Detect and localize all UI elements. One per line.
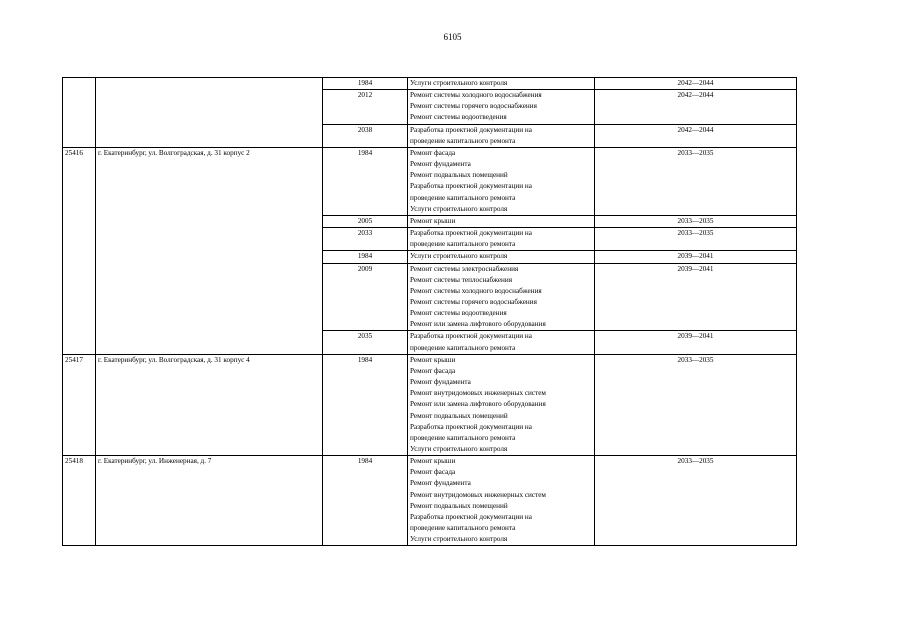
works-cell	[408, 124, 595, 147]
year-cell: 2009	[323, 263, 408, 331]
works-cell	[408, 215, 595, 227]
year-cell: 2038	[323, 124, 408, 147]
year-cell: 2012	[323, 90, 408, 124]
work-item: Ремонт внутридомовых инженерных систем	[410, 389, 546, 398]
works-cell	[408, 251, 595, 263]
work-item: Ремонт внутридомовых инженерных систем	[410, 490, 546, 499]
work-item: Ремонт системы холодного водоснабжения	[410, 91, 542, 100]
work-item: Разработка проектной документации на	[410, 229, 532, 238]
work-item: проведение капитального ремонта	[410, 240, 516, 249]
period-cell: 2033—2035	[595, 215, 797, 227]
period-cell: 2042—2044	[595, 90, 797, 124]
work-item: Ремонт или замена лифтового оборудования	[410, 320, 546, 329]
period-cell: 2042—2044	[595, 78, 797, 90]
year-cell: 1984	[323, 78, 408, 90]
page-number: 6105	[443, 32, 462, 42]
building-id-cell: 25417	[63, 354, 96, 455]
year-cell: 1984	[323, 251, 408, 263]
works-cell	[408, 263, 595, 331]
period-cell: 2033—2035	[595, 456, 797, 546]
work-item: Услуги строительного контроля	[410, 79, 508, 87]
work-item: Ремонт крыши	[410, 457, 456, 466]
work-item: Ремонт или замена лифтового оборудования	[410, 400, 546, 409]
building-id-cell: 25418	[63, 456, 96, 546]
period-cell: 2033—2035	[595, 354, 797, 455]
work-item: Разработка проектной документации на	[410, 125, 532, 134]
work-item: Ремонт системы теплоснабжения	[410, 275, 513, 284]
works-cell	[408, 456, 595, 546]
works-cell	[408, 147, 595, 215]
work-item: Услуги строительного контроля	[410, 535, 508, 544]
work-item: Услуги строительного контроля	[410, 252, 508, 261]
year-cell: 2005	[323, 215, 408, 227]
works-cell	[408, 228, 595, 251]
work-item: Разработка проектной документации на	[410, 182, 532, 191]
work-item: Услуги строительного контроля	[410, 445, 508, 453]
work-item: Ремонт системы холодного водоснабжения	[410, 286, 542, 295]
year-cell: 2035	[323, 331, 408, 354]
year-cell: 1984	[323, 147, 408, 215]
work-item: Ремонт фундамента	[410, 479, 471, 488]
period-cell: 2033—2035	[595, 228, 797, 251]
work-item: Разработка проектной документации на	[410, 512, 532, 521]
work-item: Ремонт подвальных помещений	[410, 501, 508, 510]
table-row	[63, 147, 797, 215]
work-item: Ремонт фасада	[410, 468, 456, 477]
work-item: Разработка проектной документации на	[410, 332, 532, 341]
year-cell: 2033	[323, 228, 408, 251]
work-item: Ремонт фасада	[410, 148, 456, 157]
capital-repair-table	[62, 77, 797, 546]
work-item: Ремонт системы водоотведения	[410, 113, 507, 122]
work-item: Услуги строительного контроля	[410, 204, 508, 213]
work-item: Ремонт подвальных помещений	[410, 411, 508, 420]
work-item: проведение капитального ремонта	[410, 524, 516, 533]
year-cell: 1984	[323, 354, 408, 455]
period-cell: 2039—2041	[595, 331, 797, 354]
building-id-cell	[63, 78, 96, 148]
work-item: Ремонт фундамента	[410, 160, 471, 169]
work-item: Ремонт системы горячего водоснабжения	[410, 102, 537, 111]
year-cell: 1984	[323, 456, 408, 546]
period-cell: 2039—2041	[595, 263, 797, 331]
table-row	[63, 354, 797, 455]
work-item: Ремонт крыши	[410, 216, 456, 225]
work-item: Ремонт системы водоотведения	[410, 309, 507, 318]
works-cell	[408, 90, 595, 124]
period-cell: 2039—2041	[595, 251, 797, 263]
work-item: проведение капитального ремонта	[410, 433, 516, 442]
work-item: Ремонт системы горячего водоснабжения	[410, 297, 537, 306]
address-cell: г. Екатеринбург, ул. Инженерная, д. 7	[96, 456, 323, 546]
work-item: Ремонт системы электроснабжения	[410, 264, 519, 273]
period-cell: 2033—2035	[595, 147, 797, 215]
work-item: Ремонт подвальных помещений	[410, 171, 508, 180]
work-item: проведение капитального ремонта	[410, 343, 516, 352]
work-item: Ремонт крыши	[410, 355, 456, 364]
table-row	[63, 78, 797, 90]
building-id-cell: 25416	[63, 147, 96, 354]
period-cell: 2042—2044	[595, 124, 797, 147]
address-cell: г. Екатеринбург, ул. Волгоградская, д. 31 корпус 4	[96, 354, 323, 455]
works-cell	[408, 354, 595, 455]
works-cell	[408, 78, 595, 90]
work-item: Разработка проектной документации на	[410, 422, 532, 431]
work-item: Ремонт фасада	[410, 366, 456, 375]
works-cell	[408, 331, 595, 354]
work-item: проведение капитального ремонта	[410, 136, 516, 145]
address-cell	[96, 78, 323, 148]
work-item: проведение капитального ремонта	[410, 193, 516, 202]
work-item: Ремонт фундамента	[410, 378, 471, 387]
table-row	[63, 456, 797, 546]
address-cell: г. Екатеринбург, ул. Волгоградская, д. 31 корпус 2	[96, 147, 323, 354]
